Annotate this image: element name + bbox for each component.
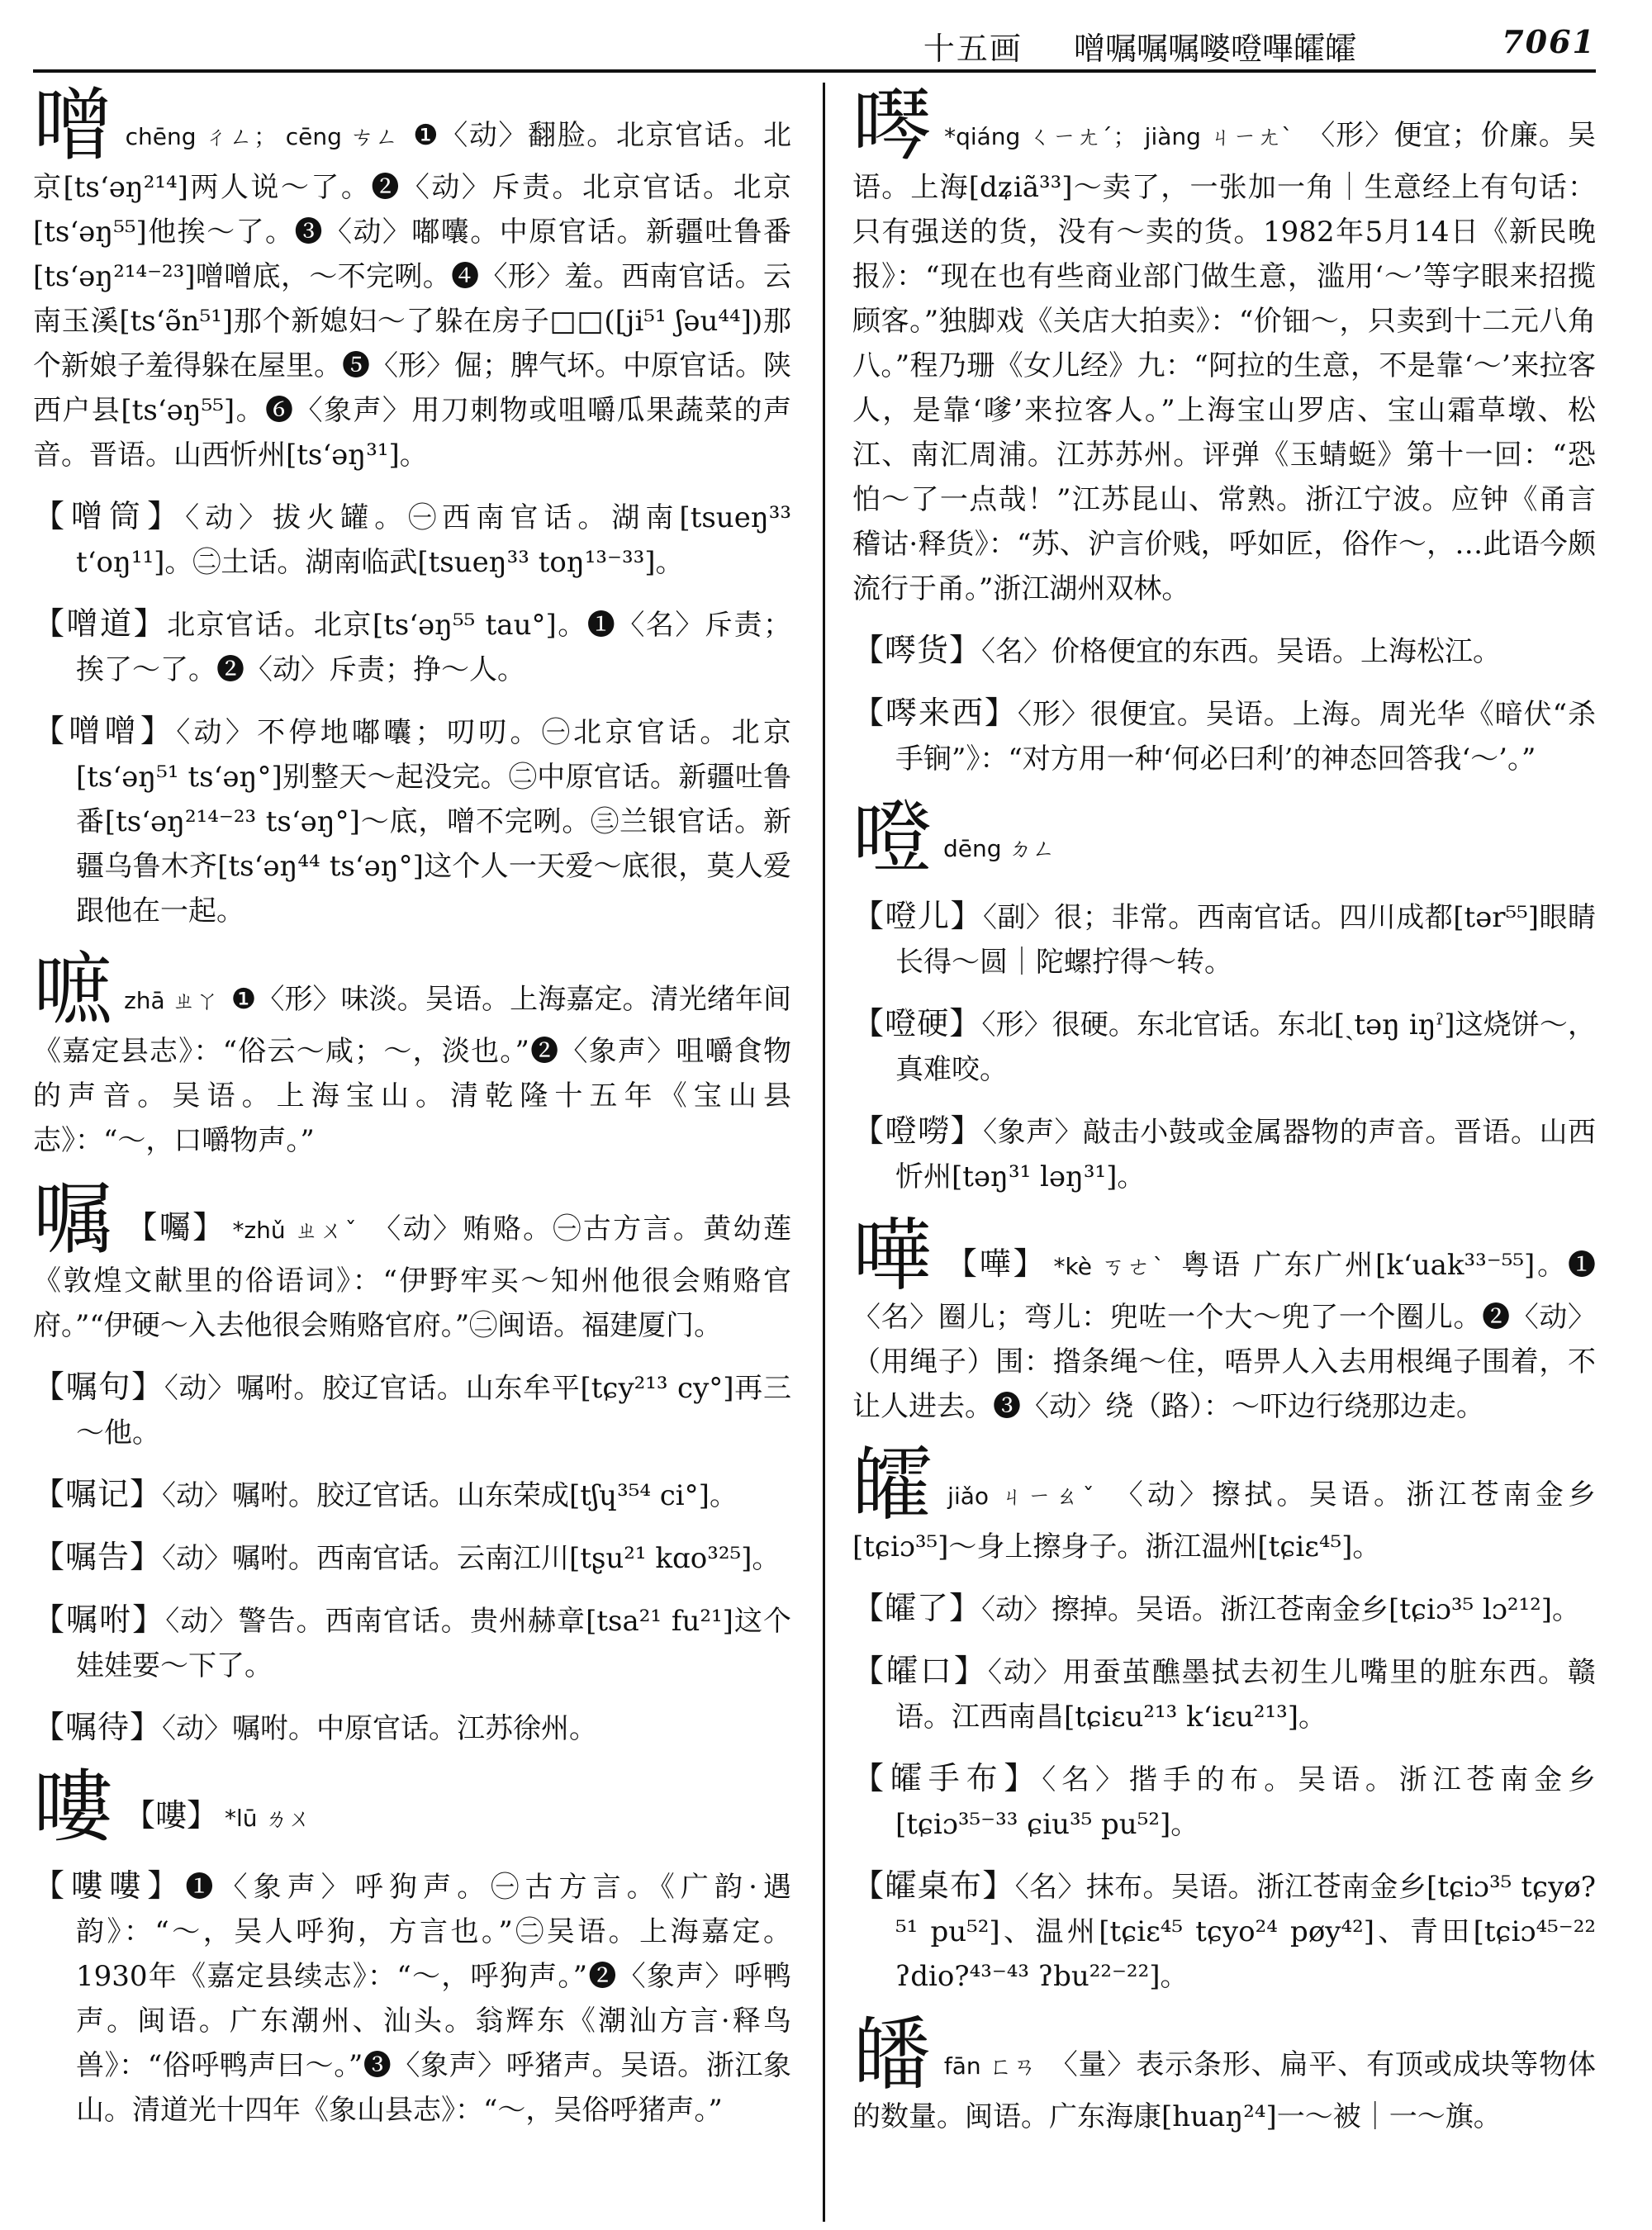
definition: 〈形〉很便宜。吴语。上海。周光华《暗伏“杀手锏”》：“对方用一种‘何必曰利’的神态回答我‘～’。” bbox=[895, 698, 1596, 776]
definition: 〈动〉拔火罐。㊀西南官话。湖南[tsueŋ³³ tʻoŋ¹¹]。㊁土话。湖南临武[tsueŋ³³ toŋ¹³⁻³³]。 bbox=[76, 501, 791, 579]
left-column bbox=[33, 83, 791, 2222]
sub-entry bbox=[852, 690, 1596, 781]
entry-term: 【噌筒】 bbox=[33, 498, 186, 534]
head-entry bbox=[852, 2009, 1596, 2139]
entry-term: 【皬桌布】 bbox=[852, 1867, 1015, 1904]
definition: 〈名〉抹布。吴语。浙江苍南金乡[tɕiɔ³⁵ tɕyø?⁵¹ pu⁵²]、温州[tɕiɛ⁴⁵ tɕyo²⁴ pøy⁴²]、青田[tɕiɔ⁴⁵⁻²² ʔdio?⁴³⁻⁴³ ʔbu²²⁻²²]。 bbox=[895, 1871, 1596, 1993]
definition: ❶〈形〉味淡。吴语。上海嘉定。清光绪年间《嘉定县志》：“俗云～咸；～，淡也。”❷〈象声〉咀嚼食物的声音。吴语。上海宝山。清乾隆十五年《宝山县志》：“～，口嚼物声。” bbox=[33, 983, 791, 1157]
entry-term: 【噔儿】 bbox=[852, 898, 983, 934]
sub-entry bbox=[852, 1756, 1596, 1847]
sub-entry bbox=[852, 1108, 1596, 1199]
definition: 〈动〉用蚕茧醮墨拭去初生儿嘴里的脏东西。赣语。江西南昌[tɕiɛu²¹³ kʻiɛu²¹³]。 bbox=[895, 1656, 1596, 1734]
entry-term: 【噔嘮】 bbox=[852, 1113, 984, 1149]
traditional-form: 【嘍】 bbox=[124, 1797, 219, 1834]
sub-entry bbox=[852, 1649, 1596, 1739]
pinyin: zhā ㄓㄚ bbox=[124, 987, 219, 1014]
pinyin: chēng ㄔㄥ； cēng ㄘㄥ bbox=[125, 123, 400, 150]
definition: 粤语 广东广州[kʻuak³³⁻⁵⁵]。❶〈名〉圈儿；弯儿：兜咗一个大～兜了一个圈儿。❷〈动〉（用绳子）围：揝条绳～住，唔畀人入去用根绳子围着，不让人进去。❸〈动〉绕（路）：～吓边行绕那边走。 bbox=[852, 1249, 1596, 1423]
definition: 〈动〉嘱咐。胶辽官话。山东牟平[tɕy²¹³ cy°]再三～他。 bbox=[76, 1372, 791, 1450]
definition: 〈形〉便宜；价廉。吴语。上海[dʑiã³³]～卖了，一张加一角｜生意经上有句话：只有强送的货，没有～卖的货。1982年5月14日《新民晚报》：“现在也有些商业部门做生意，滥用‘～’等字眼来招揽顾客。”独脚戏《关店大拍卖》：“价钿～，只卖到十二元八角八。”程乃珊《女儿经》九：“阿拉的生意，不是靠‘～’来拉客人，是靠‘嗲’来拉客人。”上海宝山罗店、宝山霜草墩、松江、南汇周浦。江苏苏州。评弹《玉蜻蜓》第十一回：“恐怕～了一点哉！”江苏昆山、常熟。浙江宁波。应钟《甬言稽诂·释货》：“苏、沪言价贱，呼如匠，俗作～，…此语今颇流行于甬。”浙江湖州双林。 bbox=[852, 119, 1596, 605]
sub-entry bbox=[33, 1597, 791, 1688]
head-entry bbox=[33, 943, 791, 1163]
head-entry bbox=[33, 1173, 791, 1348]
sub-entry bbox=[33, 1863, 791, 2133]
definition: 〈副〉很；非常。西南官话。四川成都[tər⁵⁵]眼睛长得～圆｜陀螺拧得～转。 bbox=[895, 901, 1596, 979]
entry-term: 【嘱咐】 bbox=[33, 1601, 166, 1638]
definition: ❶〈动〉翻脸。北京官话。北京[tsʻəŋ²¹⁴]两人说～了。❷〈动〉斥责。北京官话。北京[tsʻəŋ⁵⁵]他挨～了。❸〈动〉嘟囔。中原官话。新疆吐鲁番[tsʻəŋ²¹⁴⁻²³]噌噌底，～不完咧。❹〈形〉羞。西南官话。云南玉溪[tsʻə̃n⁵¹]那个新媳妇～了躲在房子□□([ji⁵¹ ʃəu⁴⁴])那个新娘子羞得躲在屋里。❺〈形〉倔；脾气坏。中原官话。陕西户县[tsʻəŋ⁵⁵]。❻〈象声〉用刀刺物或咀嚼瓜果蔬菜的声音。晋语。山西忻州[tsʻəŋ³¹]。 bbox=[33, 119, 791, 472]
head-entry bbox=[33, 1761, 791, 1853]
definition: 〈动〉嘱咐。西南官话。云南江川[tʂu²¹ kɑo³²⁵]。 bbox=[162, 1542, 781, 1575]
pinyin: fān ㄈㄢ bbox=[943, 2052, 1037, 2080]
head-character: 嘱 bbox=[33, 1173, 115, 1265]
section-label bbox=[923, 23, 1356, 69]
entry-term: 【噔硬】 bbox=[852, 1005, 982, 1041]
entry-term: 【嘱记】 bbox=[33, 1476, 163, 1512]
definition: 〈动〉贿赂。㊀古方言。黄幼莲《敦煌文献里的俗语词》：“伊野牢买～知州他很会贿赂官府。”“伊硬～入去他很会贿赂官府。”㊁闽语。福建厦门。 bbox=[33, 1212, 791, 1342]
pinyin: *zhǔ ㄓㄨˇ bbox=[232, 1217, 359, 1244]
entry-term: 【嘱待】 bbox=[33, 1709, 163, 1745]
definition: ❶〈象声〉呼狗声。㊀古方言。《广韵·遇韵》：“～，吴人呼狗，方言也。”㊁吴语。上海嘉定。1930年《嘉定县续志》：“～，呼狗声。”❷〈象声〉呼鸭声。闽语。广东潮州、汕头。翁辉东《潮汕方言·释鸟兽》：“俗呼鸭声曰～。”❸〈象声〉呼猪声。吴语。浙江象山。清道光十四年《象山县志》：“～，吴俗呼猪声。” bbox=[76, 1871, 791, 2127]
head-character: 噔 bbox=[852, 791, 932, 884]
traditional-form: 【囑】 bbox=[126, 1209, 226, 1245]
head-entry bbox=[852, 791, 1596, 884]
sub-entry bbox=[33, 1535, 791, 1581]
stroke-count: 十五画 bbox=[923, 31, 1023, 67]
definition: 〈量〉表示条形、扁平、有顶或成块等物体的数量。闽语。广东海康[huaŋ²⁴]一～被｜一～旗。 bbox=[852, 2048, 1596, 2133]
page-header bbox=[33, 20, 1596, 73]
sub-entry bbox=[33, 601, 791, 692]
column-divider bbox=[823, 83, 825, 2222]
pinyin: *lū ㄌㄨ bbox=[225, 1805, 311, 1832]
head-character: 噌 bbox=[33, 83, 114, 172]
definition: 〈动〉嘱咐。中原官话。江苏徐州。 bbox=[162, 1712, 598, 1745]
definition: 〈动〉擦掉。吴语。浙江苍南金乡[tɕiɔ³⁵ lɔ²¹²]。 bbox=[981, 1593, 1581, 1626]
pinyin: jiǎo ㄐㄧㄠˇ bbox=[947, 1483, 1099, 1510]
sub-entry bbox=[852, 628, 1596, 674]
definition: 〈动〉擦拭。吴语。浙江苍南金乡[tɕiɔ³⁵]～身上擦身子。浙江温州[tɕiɛ⁴⁵]。 bbox=[852, 1478, 1596, 1563]
right-column bbox=[852, 83, 1596, 2222]
head-character: 皬 bbox=[852, 1439, 937, 1531]
definition: 〈名〉价格便宜的东西。吴语。上海松江。 bbox=[981, 635, 1502, 668]
head-character: 嘩 bbox=[852, 1209, 934, 1302]
entry-term: 【嘱句】 bbox=[33, 1369, 164, 1405]
entry-term: 【噖货】 bbox=[852, 632, 982, 668]
definition: 〈动〉不停地嘟囔；叨叨。㊀北京官话。北京[tsʻəŋ⁵¹ tsʻəŋ°]别整天～起没完。㊁中原官话。新疆吐鲁番[tsʻəŋ²¹⁴⁻²³ tsʻəŋ°]～底，噌不完咧。㊂兰银官话。新疆乌鲁木齐[tsʻəŋ⁴⁴ tsʻəŋ°]这个人一天爱～底很，莫人爱跟他在一起。 bbox=[76, 716, 791, 928]
page-number: 7061 bbox=[1502, 23, 1596, 60]
entry-term: 【噌道】 bbox=[33, 605, 168, 642]
sub-entry bbox=[852, 894, 1596, 985]
sub-entry bbox=[852, 1863, 1596, 1999]
head-character: 皤 bbox=[852, 2009, 933, 2101]
head-character: 噖 bbox=[852, 83, 933, 172]
entry-term: 【皬了】 bbox=[852, 1590, 982, 1626]
pinyin: *kè ㄎㄜˋ bbox=[1053, 1253, 1167, 1280]
sub-entry bbox=[33, 709, 791, 933]
sub-entry bbox=[33, 1364, 791, 1455]
entry-term: 【皬口】 bbox=[852, 1653, 988, 1689]
definition: 〈名〉揩手的布。吴语。浙江苍南金乡[tɕiɔ³⁵⁻³³ ɕiu³⁵ pu⁵²]。 bbox=[895, 1763, 1596, 1841]
entry-term: 【嘱告】 bbox=[33, 1539, 163, 1575]
sub-entry bbox=[852, 1586, 1596, 1632]
definition: 〈象声〉敲击小鼓或金属器物的声音。晋语。山西忻州[təŋ³¹ ləŋ³¹]。 bbox=[895, 1116, 1596, 1193]
head-entry bbox=[33, 83, 791, 477]
entry-term: 【噖来西】 bbox=[852, 695, 1018, 731]
definition: 〈动〉嘱咐。胶辽官话。山东荣成[tʃɥ³⁵⁴ ci°]。 bbox=[162, 1479, 738, 1512]
entry-term: 【嘍嘍】 bbox=[33, 1867, 186, 1904]
pinyin: *qiáng ㄑㄧㄤˊ； jiàng ㄐㄧㄤˋ bbox=[944, 123, 1294, 150]
head-entry bbox=[852, 1209, 1596, 1429]
head-character: 嘍 bbox=[33, 1761, 112, 1853]
sub-entry bbox=[33, 1705, 791, 1751]
definition: 北京官话。北京[tsʻəŋ⁵⁵ tau°]。❶〈名〉斥责；挨了～了。❷〈动〉斥责；挣～人。 bbox=[76, 609, 791, 686]
head-entry bbox=[852, 83, 1596, 611]
entry-term: 【噌噌】 bbox=[33, 713, 177, 749]
definition: 〈形〉很硬。东北官话。东北[ˏtəŋ iŋˀ]这烧饼～，真难咬。 bbox=[895, 1008, 1596, 1086]
head-entry bbox=[852, 1439, 1596, 1569]
header-characters: 噌嘱嘱嘱嘙噔嗶皬皬 bbox=[1073, 31, 1356, 67]
definition: 〈动〉警告。西南官话。贵州赫章[tsa²¹ fu²¹]这个娃娃要～下了。 bbox=[76, 1605, 791, 1682]
sub-entry bbox=[852, 1001, 1596, 1092]
sub-entry bbox=[33, 494, 791, 585]
head-character: 嗻 bbox=[33, 943, 113, 1036]
traditional-form: 【嘩】 bbox=[945, 1245, 1047, 1282]
sub-entry bbox=[33, 1472, 791, 1518]
pinyin: dēng ㄉㄥ bbox=[943, 835, 1056, 862]
entry-term: 【皬手布】 bbox=[852, 1760, 1042, 1796]
